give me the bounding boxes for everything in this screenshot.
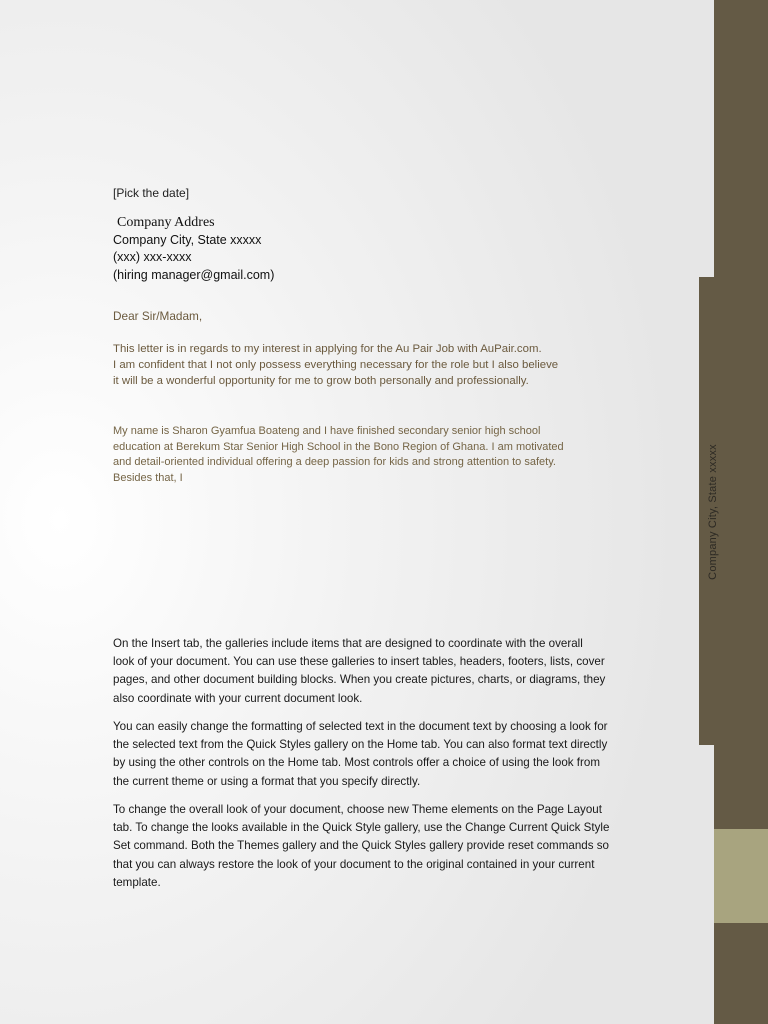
company-address: Company Addres — [117, 215, 215, 230]
city-state: Company City, State xxxxx — [113, 232, 262, 247]
body-p1-line: On the Insert tab, the galleries include items that are designed to coordinate with the overall — [113, 637, 583, 650]
body-p2-line: by using the other controls on the Home tab. Most controls offer a choice of using the look from — [113, 756, 600, 770]
address-block — [113, 214, 274, 284]
body-p1-line: pages, and other document building blocks. When you create pictures, charts, or diagrams, they — [113, 673, 606, 687]
body-p3-line: template. — [113, 875, 161, 889]
body-paragraph-1 — [113, 635, 633, 708]
letter-paragraph-1 — [113, 341, 613, 390]
body-p3-line: To change the overall look of your document, choose new Theme elements on the Page Layout — [113, 803, 602, 816]
letter-p2-line: education at Berekum Star Senior High School in the Bono Region of Ghana. I am motivated — [113, 440, 564, 453]
body-p3-line: Set command. Both the Themes gallery and the Quick Styles gallery provide reset commands so — [113, 839, 609, 853]
body-p1-line: look of your document. You can use these galleries to insert tables, headers, footers, lists, cover — [113, 655, 605, 669]
letter-paragraph-2 — [113, 424, 613, 486]
phone-number: (xxx) xxx-xxxx — [113, 250, 192, 264]
body-p2-line: the selected text from the Quick Styles gallery on the Home tab. You can also format text directly — [113, 738, 608, 752]
body-p1-line: also coordinate with your current document look. — [113, 691, 363, 705]
letter-p2-line: My name is Sharon Gyamfua Boateng and I have finished secondary senior high school — [113, 425, 541, 437]
email-address: (hiring manager@gmail.com) — [113, 267, 275, 282]
body-paragraph-2 — [113, 718, 633, 791]
body-p2-line: You can easily change the formatting of selected text in the document text by choosing a look for — [113, 720, 608, 733]
letter-p1-line: I am confident that I not only possess everything necessary for the role but I also believe — [113, 359, 559, 372]
letter-p2-line: and detail-oriented individual offering a deep passion for kids and strong attention to safety. — [113, 456, 556, 468]
body-p2-line: the current theme or using a format that you specify directly. — [113, 774, 421, 788]
letter-p1-line: This letter is in regards to my interest in applying for the Au Pair Job with AuPair.com. — [113, 343, 542, 355]
salutation: Dear Sir/Madam, — [113, 309, 203, 323]
letter-p2-line: Besides that, I — [113, 471, 183, 484]
side-accent-block — [714, 829, 768, 923]
letter-p1-line: it will be a wonderful opportunity for me to grow both personally and professionally. — [113, 375, 529, 388]
side-vertical-text: Company City, State xxxxx — [707, 444, 719, 580]
body-p3-line: tab. To change the looks available in the Quick Style gallery, use the Change Current Quick Style — [113, 821, 610, 835]
body-p3-line: that you can always restore the look of your document to the original contained in your current — [113, 857, 595, 871]
date-line: [Pick the date] — [113, 186, 190, 200]
body-paragraph-3 — [113, 801, 633, 892]
